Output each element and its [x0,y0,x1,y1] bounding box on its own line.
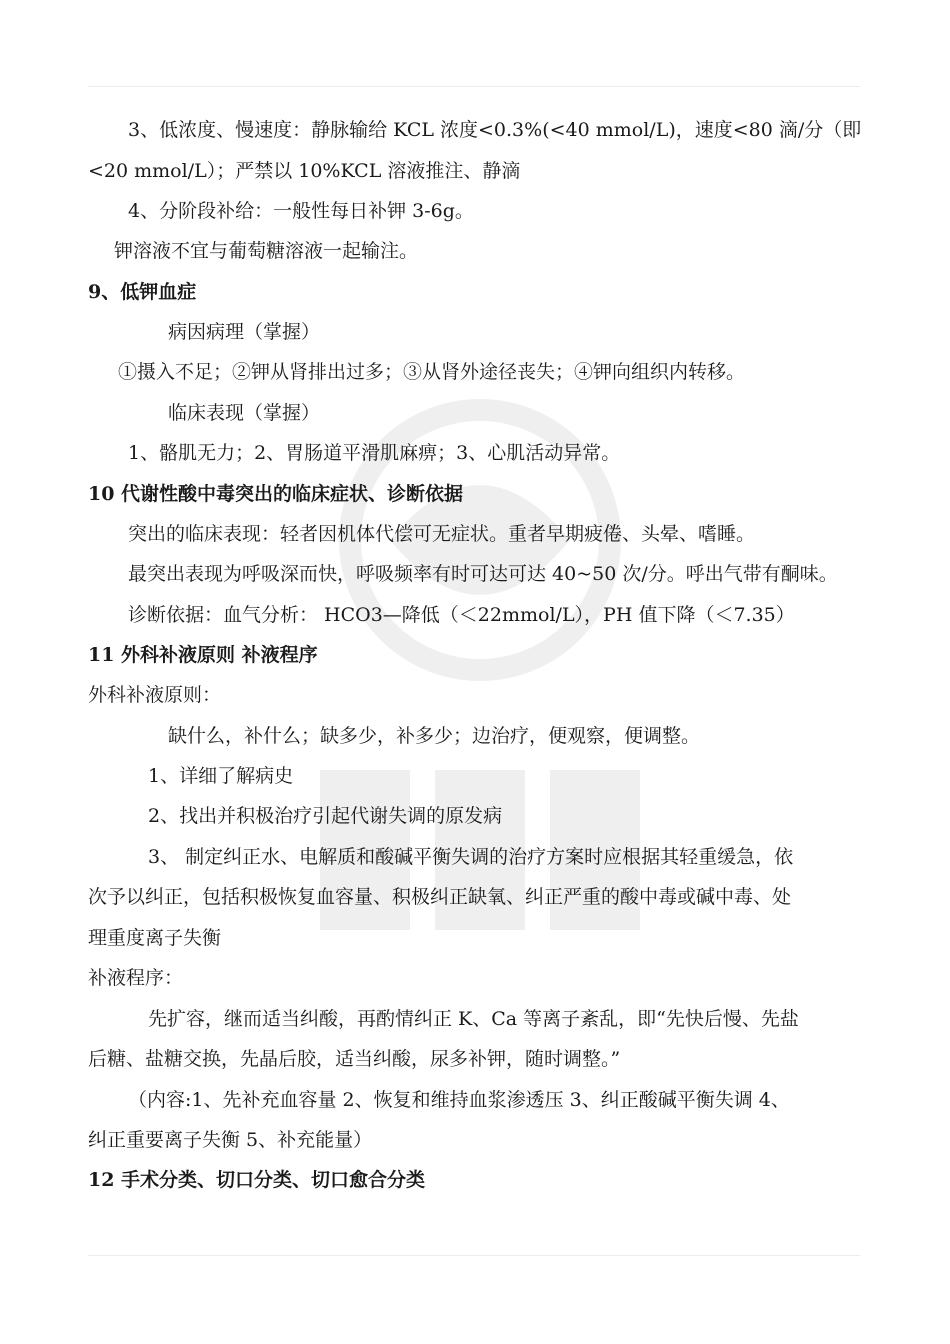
header-rule [88,86,860,87]
section-heading: 9、低钾血症 [88,281,197,303]
section-heading: 12 手术分类、切口分类、切口愈合分类 [88,1169,426,1191]
text-line: <20 mmol/L）；严禁以 10%KCL 溶液推注、静滴 [88,160,521,182]
text-line: （内容:1、先补充血容量 2、恢复和维持血浆渗透压 3、纠正酸碱平衡失调 4、 [128,1089,790,1111]
text-line: 4、分阶段补给：一般性每日补钾 3-6g。 [128,200,474,222]
text-line: 先扩容，继而适当纠酸，再酌情纠正 K、Ca 等离子紊乱，即“先快后慢、先盐 [148,1008,799,1030]
text-line: 突出的临床表现：轻者因机体代偿可无症状。重者早期疲倦、头晕、嗜睡。 [128,523,756,545]
section-heading: 10 代谢性酸中毒突出的临床症状、诊断依据 [88,483,464,505]
footer-rule [88,1255,860,1256]
text-line: ①摄入不足；②钾从肾排出过多；③从肾外途径丧失；④钾向组织内转移。 [118,361,746,383]
text-line: 次予以纠正，包括积极恢复血容量、积极纠正缺氧、纠正严重的酸中毒或碱中毒、处 [88,886,792,908]
text-line: 最突出表现为呼吸深而快，呼吸频率有时可达可达 40~50 次/分。呼出气带有酮味。 [128,563,838,585]
subheading: 临床表现（掌握） [168,402,321,424]
text-line: 诊断依据：血气分析： HCO3—降低（＜22mmol/L），PH 值下降（＜7.35） [128,604,795,626]
list-item: 3、 制定纠正水、电解质和酸碱平衡失调的治疗方案时应根据其轻重缓急，依 [148,846,794,868]
text-line: 外科补液原则： [88,684,222,706]
text-line: 后糖、盐糖交换，先晶后胶，适当纠酸，尿多补钾，随时调整。” [88,1048,621,1070]
list-item: 2、找出并积极治疗引起代谢失调的原发病 [148,805,503,827]
section-heading: 11 外科补液原则 补液程序 [88,644,318,666]
text-line: 3、低浓度、慢速度：静脉输给 KCL 浓度<0.3%(<40 mmol/L)，速度<80 滴/分（即 [128,119,862,141]
text-line: 理重度离子失衡 [88,927,222,949]
subheading: 病因病理（掌握） [168,321,321,343]
text-line: 钾溶液不宜与葡萄糖溶液一起输注。 [114,240,419,262]
list-item: 1、详细了解病史 [148,765,294,787]
text-line: 缺什么，补什么；缺多少，补多少；边治疗，便观察，便调整。 [168,725,701,747]
text-line: 纠正重要离子失衡 5、补充能量） [88,1129,373,1151]
text-line: 1、骼肌无力；2、胃肠道平滑肌麻痹；3、心肌活动异常。 [128,442,621,464]
text-line: 补液程序： [88,967,184,989]
